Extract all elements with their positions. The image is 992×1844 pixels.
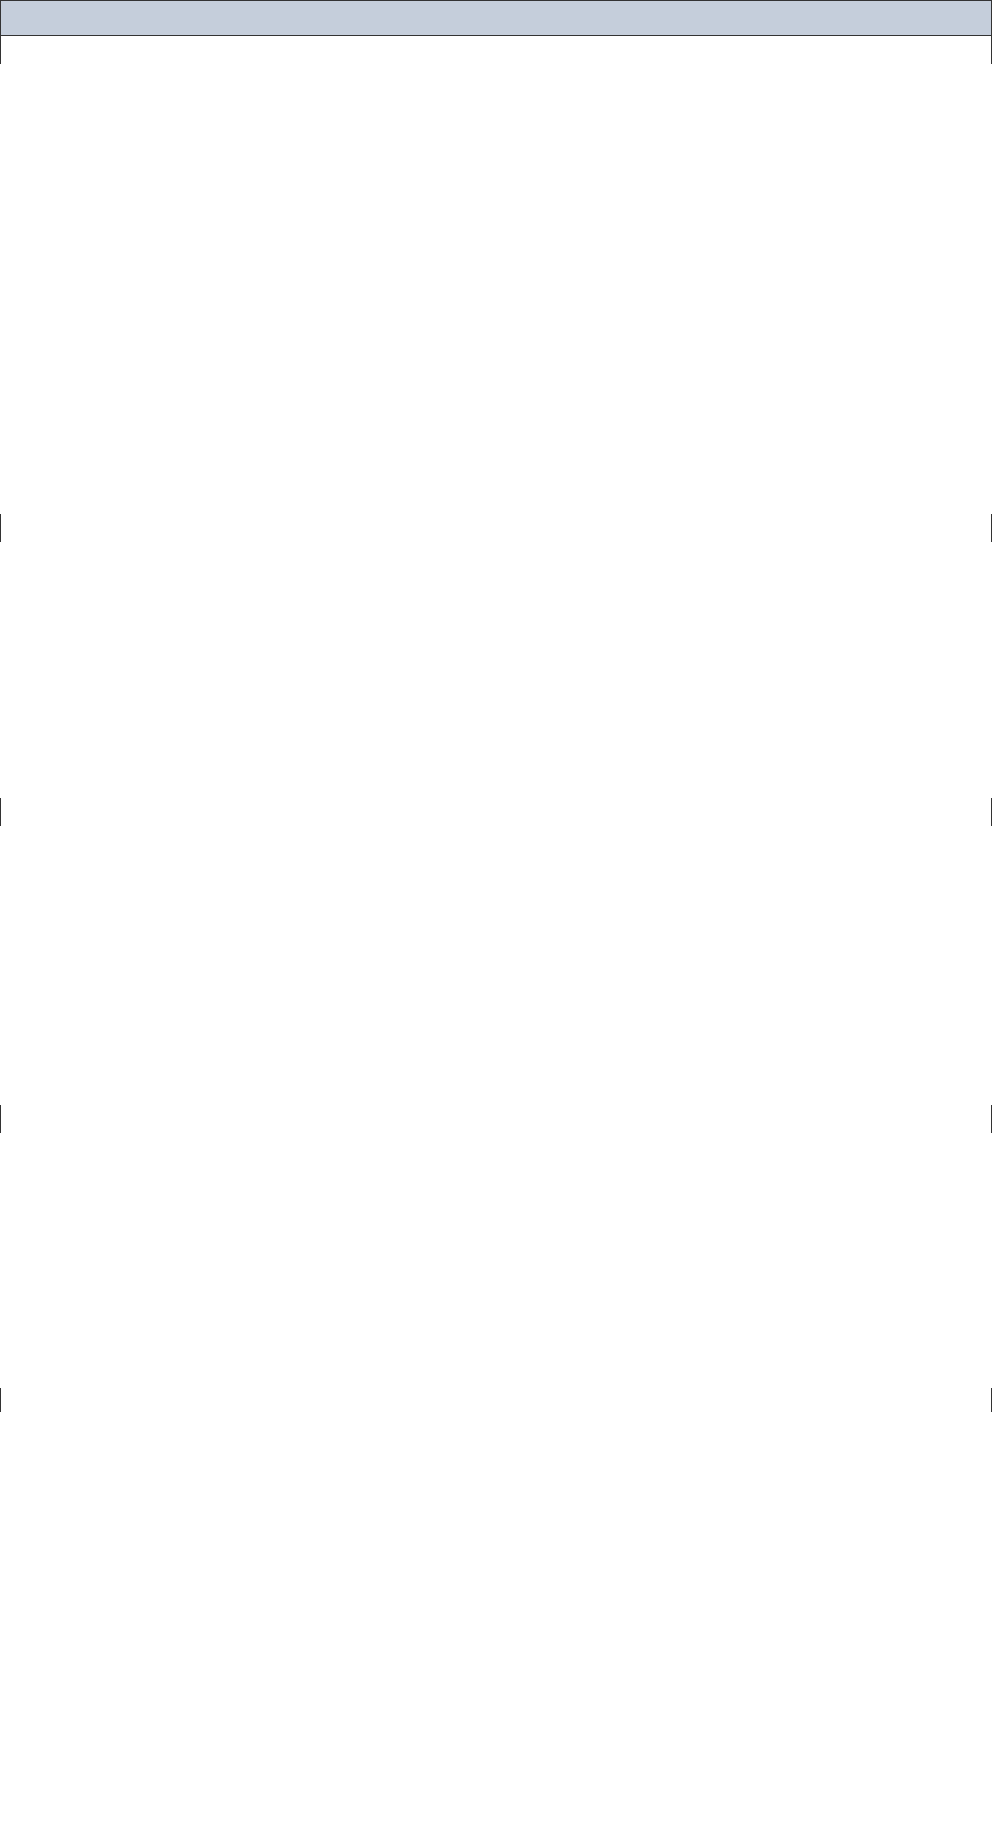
cffex-title bbox=[0, 1388, 992, 1412]
czce-title bbox=[0, 514, 992, 542]
dce-title bbox=[0, 798, 992, 826]
shfe-title bbox=[0, 36, 992, 64]
gfex-title bbox=[0, 1105, 992, 1133]
page-title bbox=[0, 0, 992, 36]
